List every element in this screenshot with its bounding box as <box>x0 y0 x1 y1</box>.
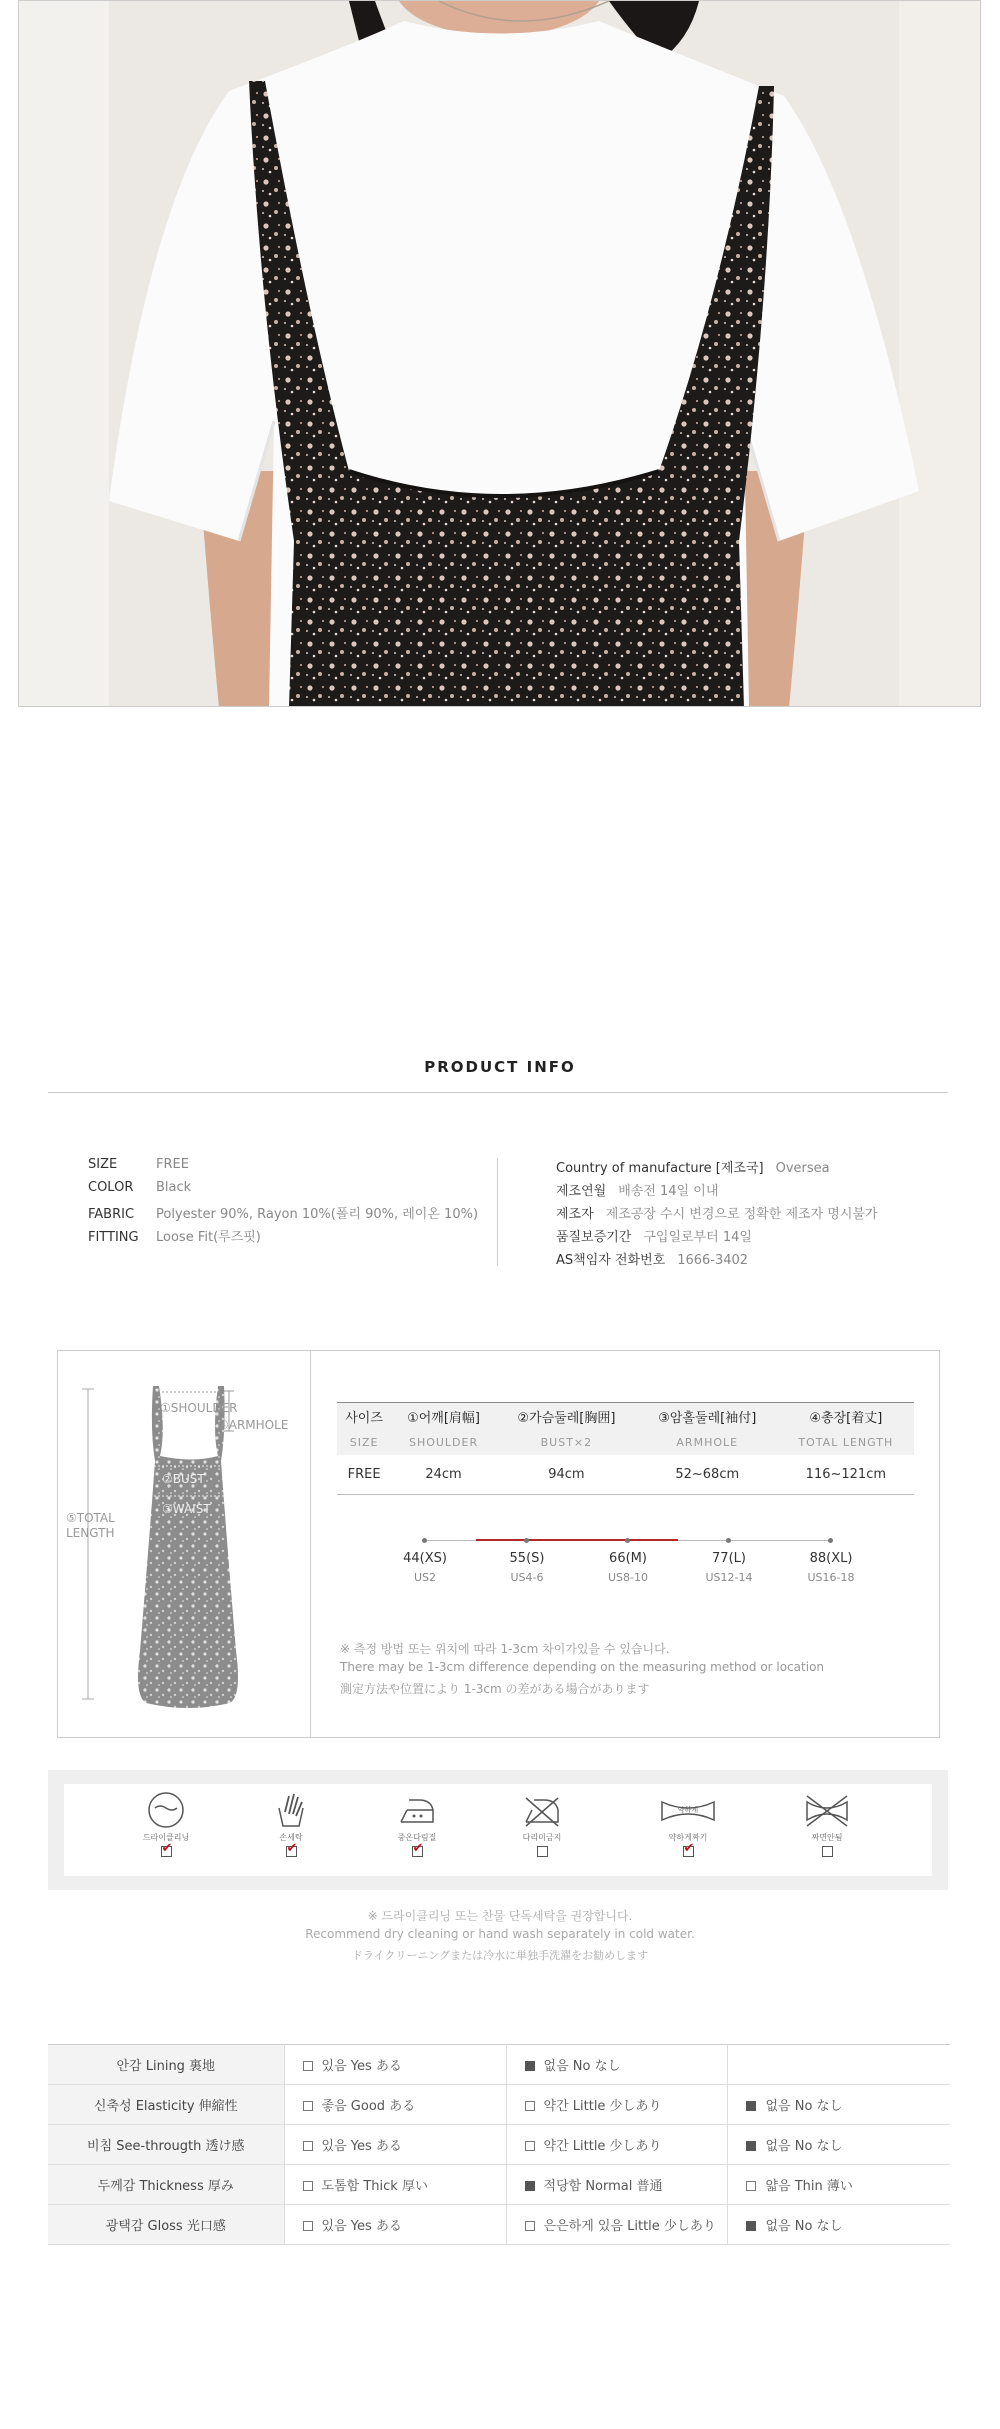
label-waist: ③WAIST <box>162 1502 211 1516</box>
armhole-subheader: ARMHOLE <box>637 1431 778 1455</box>
info-warranty: 품질보증기간 구입일로부터 14일 <box>556 1230 752 1245</box>
table-row <box>337 1455 914 1495</box>
size-table <box>337 1402 914 1495</box>
product-photo <box>18 0 981 707</box>
feel-option: 약간 Little 少しあり <box>506 2085 728 2125</box>
scale-us-size: US2 <box>413 1571 437 1584</box>
measurement-diagram <box>58 1351 311 1737</box>
info-manufacture-date: 제조연월 배송전 14일 이내 <box>556 1184 719 1199</box>
care-no-wring: 짜면안됨 <box>782 1790 872 1862</box>
mild-wring-icon <box>658 1790 718 1830</box>
care-dry-clean: 드라이클리닝 ✔ <box>121 1790 211 1862</box>
care-checkbox <box>683 1846 694 1857</box>
option-checkbox <box>525 2061 535 2071</box>
size-header: 사이즈 <box>337 1403 391 1431</box>
scale-dot <box>828 1538 833 1543</box>
scale-dot <box>524 1538 529 1543</box>
option-checkbox <box>303 2181 313 2191</box>
scale-label: 88(XL) <box>809 1551 853 1566</box>
feel-option: 없음 No なし <box>728 2205 950 2245</box>
feel-option: 약간 Little 少しあり <box>506 2125 728 2165</box>
option-checkbox <box>303 2221 313 2231</box>
feel-option: 적당함 Normal 普通 <box>506 2165 728 2205</box>
table-row <box>48 2205 950 2245</box>
shoulder-subheader: SHOULDER <box>391 1431 496 1455</box>
product-info-title: PRODUCT INFO <box>424 1058 576 1076</box>
scale-us-size: US12-14 <box>705 1571 753 1584</box>
feel-option: 있음 Yes ある <box>284 2045 506 2085</box>
table-row <box>48 2125 950 2165</box>
option-checkbox <box>746 2101 756 2111</box>
scale-us-size: US4-6 <box>510 1571 544 1584</box>
care-checkbox <box>822 1846 833 1857</box>
feel-option: 없음 No なし <box>506 2045 728 2085</box>
option-checkbox <box>303 2141 313 2151</box>
measure-note-ko: ※ 측정 방법 또는 위치에 따라 1-3cm 차이가있을 수 있습니다. <box>340 1642 670 1656</box>
scale-dot <box>726 1538 731 1543</box>
cell-shoulder: 24cm <box>391 1455 496 1495</box>
scale-label: 55(S) <box>509 1551 545 1566</box>
feel-label-see-through: 비침 See-througth 透け感 <box>48 2125 284 2165</box>
section-divider <box>48 1092 948 1093</box>
label-bust: ②BUST <box>162 1472 205 1486</box>
feel-label-elasticity: 신축성 Elasticity 伸縮性 <box>48 2085 284 2125</box>
label-shoulder: ①SHOULDER <box>160 1401 238 1415</box>
info-manufacturer: 제조자 제조공장 수시 변경으로 정확한 제조자 명시불가 <box>556 1207 878 1222</box>
scale-label: 44(XS) <box>403 1551 447 1566</box>
cell-length: 116~121cm <box>778 1455 914 1495</box>
feel-option: 없음 No なし <box>728 2085 950 2125</box>
info-fitting: FITTING Loose Fit(루즈핏) <box>88 1230 261 1245</box>
no-iron-icon <box>522 1790 562 1830</box>
table-row <box>48 2085 950 2125</box>
hand-wash-icon <box>271 1790 311 1830</box>
scale-dot <box>625 1538 630 1543</box>
scale-label: 66(M) <box>609 1551 647 1566</box>
option-checkbox <box>525 2141 535 2151</box>
fabric-feel-table <box>48 2044 950 2245</box>
feel-option: 은은하게 있음 Little 少しあり <box>506 2205 728 2245</box>
size-scale-fit-range <box>476 1539 678 1541</box>
feel-label-lining: 안감 Lining 裏地 <box>48 2045 284 2085</box>
feel-label-gloss: 광택감 Gloss 光口感 <box>48 2205 284 2245</box>
feel-option: 있음 Yes ある <box>284 2125 506 2165</box>
info-as-phone: AS책임자 전화번호 1666-3402 <box>556 1253 749 1268</box>
feel-option: 있음 Yes ある <box>284 2205 506 2245</box>
option-checkbox <box>746 2181 756 2191</box>
care-checkbox <box>537 1846 548 1857</box>
option-checkbox <box>303 2101 313 2111</box>
feel-option-empty <box>728 2045 950 2085</box>
care-checkbox <box>286 1846 297 1857</box>
care-hand-wash: 손세탁 ✔ <box>246 1790 336 1862</box>
feel-option: 좋음 Good ある <box>284 2085 506 2125</box>
option-checkbox <box>525 2221 535 2231</box>
care-checkbox <box>161 1846 172 1857</box>
info-country: Country of manufacture [제조국] Oversea <box>556 1161 830 1176</box>
svg-text:약하게: 약하게 <box>677 1806 699 1814</box>
option-checkbox <box>525 2101 535 2111</box>
care-mild-wring: 약하게 약하게짜기 ✔ <box>643 1790 733 1862</box>
info-color: COLOR Black <box>88 1180 192 1195</box>
scale-dot <box>422 1538 427 1543</box>
scale-us-size: US16-18 <box>807 1571 855 1584</box>
table-row <box>48 2045 950 2085</box>
cell-armhole: 52~68cm <box>637 1455 778 1495</box>
table-row <box>48 2165 950 2205</box>
length-subheader: TOTAL LENGTH <box>778 1431 914 1455</box>
dry-clean-icon <box>146 1790 186 1830</box>
feel-option: 얇음 Thin 薄い <box>728 2165 950 2205</box>
option-checkbox <box>746 2141 756 2151</box>
shoulder-header: ①어깨[肩幅] <box>391 1403 496 1431</box>
option-checkbox <box>525 2181 535 2191</box>
option-checkbox <box>746 2221 756 2231</box>
cell-bust: 94cm <box>496 1455 637 1495</box>
feel-option: 없음 No なし <box>728 2125 950 2165</box>
scale-label: 77(L) <box>712 1551 746 1566</box>
care-no-iron: 다리미금지 <box>497 1790 587 1862</box>
length-header: ④총장[着丈] <box>778 1403 914 1431</box>
iron-icon <box>397 1790 437 1830</box>
feel-label-thickness: 두께감 Thickness 厚み <box>48 2165 284 2205</box>
bust-subheader: BUST×2 <box>496 1431 637 1455</box>
no-wring-icon <box>797 1790 857 1830</box>
label-armhole: ④ARMHOLE <box>218 1418 289 1432</box>
care-recommend-ja: ドライクリーニングまたは冷水に単独手洗濯をお勧めします <box>351 1949 649 1962</box>
size-subheader: SIZE <box>337 1431 391 1455</box>
measure-note-ja: 測定方法や位置により 1-3cm の差がある場合があります <box>340 1682 650 1696</box>
care-iron: 중온다림질 ✔ <box>372 1790 462 1862</box>
option-checkbox <box>303 2061 313 2071</box>
label-total-length: ⑤TOTAL LENGTH <box>66 1511 115 1540</box>
care-checkbox <box>412 1846 423 1857</box>
info-divider <box>497 1158 498 1266</box>
info-fabric: FABRIC Polyester 90%, Rayon 10%(폴리 90%, 레이온 10%) <box>88 1207 479 1222</box>
care-recommend-en: Recommend dry cleaning or hand wash separately in cold water. <box>305 1927 695 1941</box>
bust-header: ②가슴둘레[胸囲] <box>496 1403 637 1431</box>
armhole-header: ③암홀둘레[袖付] <box>637 1403 778 1431</box>
info-size: SIZE FREE <box>88 1157 189 1172</box>
care-recommend-ko: ※ 드라이클리닝 또는 찬물 단독세탁을 권장합니다. <box>367 1909 633 1923</box>
scale-us-size: US8-10 <box>608 1571 648 1584</box>
measure-note-en: There may be 1-3cm difference depending on the measuring method or location <box>340 1660 825 1674</box>
feel-option: 도톰함 Thick 厚い <box>284 2165 506 2205</box>
cell-size: FREE <box>337 1455 391 1495</box>
